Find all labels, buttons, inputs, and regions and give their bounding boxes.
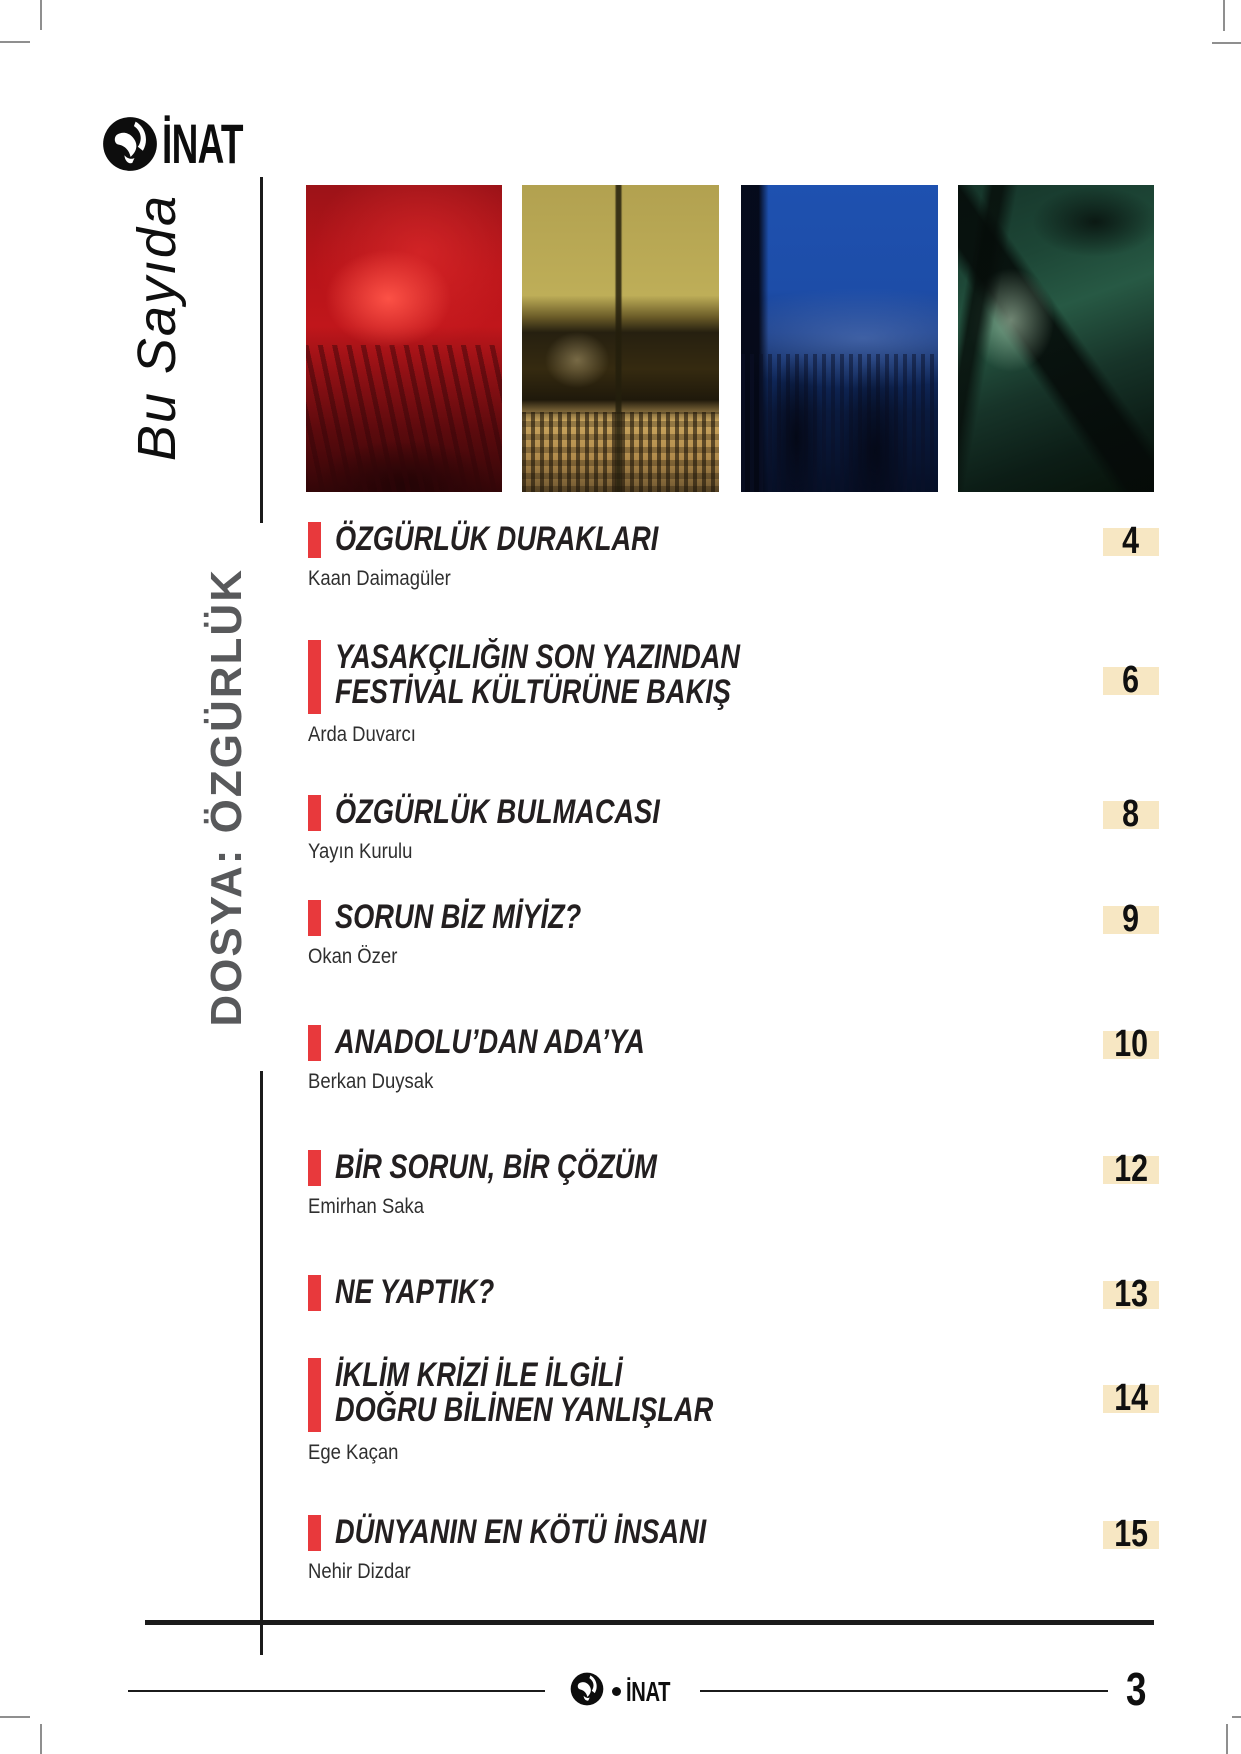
toc-title xyxy=(335,900,643,936)
toc-title-row xyxy=(308,1358,808,1432)
toc-title xyxy=(335,1515,799,1551)
toc-page-number: 15 xyxy=(1114,1513,1148,1555)
green-guitarist-photo xyxy=(958,185,1154,492)
toc-title xyxy=(335,1150,737,1186)
toc-title xyxy=(335,1358,808,1432)
goat-head-logo-icon xyxy=(570,1672,604,1711)
goat-head-logo-icon xyxy=(102,116,158,172)
vertical-divider xyxy=(260,1071,263,1655)
toc-item[interactable] xyxy=(308,898,1140,969)
toc-title-row xyxy=(308,1515,799,1551)
toc-title xyxy=(335,522,739,558)
toc-page-number: 10 xyxy=(1114,1023,1148,1065)
page-number-badge xyxy=(1103,1377,1159,1419)
toc-page-number: 14 xyxy=(1114,1377,1148,1419)
footer-right-rule xyxy=(700,1690,1108,1692)
toc-page-number: 9 xyxy=(1122,898,1140,940)
toc-title-line: ÖZGÜRLÜK DURAKLARI xyxy=(335,520,659,558)
toc-title-line: SORUN BİZ MİYİZ? xyxy=(335,898,582,936)
red-crowd-photo xyxy=(306,185,502,492)
toc-title xyxy=(335,640,841,714)
dossier-title-vertical: DOSYA: ÖZGÜRLÜK xyxy=(202,568,251,1027)
accent-bar xyxy=(308,1275,321,1311)
toc-title-line: DOĞRU BİLİNEN YANLIŞLAR xyxy=(335,1391,714,1429)
toc-item[interactable] xyxy=(308,1356,1148,1465)
toc-item[interactable] xyxy=(308,793,1140,864)
accent-bar xyxy=(308,900,321,936)
toc-item[interactable] xyxy=(308,1513,1148,1584)
crop-mark xyxy=(0,1716,30,1718)
footer-logo xyxy=(570,1672,687,1711)
toc-author: Arda Duvarcı xyxy=(308,723,416,746)
blue-concert-crowd-photo xyxy=(741,185,938,492)
crop-mark xyxy=(40,0,42,30)
accent-bar xyxy=(308,795,321,831)
toc-title-row xyxy=(308,640,841,714)
accent-bar xyxy=(308,1150,321,1186)
page-number-badge xyxy=(1103,1148,1159,1190)
toc-title-row xyxy=(308,1025,722,1061)
toc-title-line: DÜNYANIN EN KÖTÜ İNSANI xyxy=(335,1513,707,1551)
toc-title-line: BİR SORUN, BİR ÇÖZÜM xyxy=(335,1148,657,1186)
toc-author: Yayın Kurulu xyxy=(308,840,413,863)
crop-mark xyxy=(1226,1724,1228,1754)
bullet-icon xyxy=(612,1687,621,1696)
magazine-logo xyxy=(102,112,285,175)
accent-bar xyxy=(308,522,321,558)
yellow-festival-stage-photo xyxy=(522,185,719,492)
toc-item[interactable] xyxy=(308,520,1140,591)
toc-title xyxy=(335,1275,534,1311)
page-number-badge xyxy=(1103,1273,1159,1315)
toc-item[interactable] xyxy=(308,1023,1148,1094)
crop-mark xyxy=(1223,0,1225,31)
section-title-vertical: Bu Sayıda xyxy=(127,194,187,462)
toc-author: Berkan Duysak xyxy=(308,1070,434,1093)
toc-title-line: NE YAPTIK? xyxy=(335,1273,495,1311)
toc-author: Kaan Daimagüler xyxy=(308,567,451,590)
toc-page-number: 6 xyxy=(1122,659,1140,701)
toc-title-line: FESTİVAL KÜLTÜRÜNE BAKIŞ xyxy=(335,673,731,711)
toc-title-row xyxy=(308,795,741,831)
toc-item[interactable] xyxy=(308,1148,1148,1219)
toc-title-row xyxy=(308,900,643,936)
page-number-badge xyxy=(1103,659,1159,701)
brand-wordmark: İNAT xyxy=(162,112,243,175)
page-number-badge xyxy=(1103,898,1159,940)
toc-page-number: 4 xyxy=(1122,520,1140,562)
footer-left-rule xyxy=(128,1690,545,1692)
toc-title-line: ANADOLU’DAN ADA’YA xyxy=(335,1023,645,1061)
toc-page-number: 13 xyxy=(1114,1273,1148,1315)
toc-author: Okan Özer xyxy=(308,945,398,968)
accent-bar xyxy=(308,640,321,714)
toc-title-line: İKLİM KRİZİ İLE İLGİLİ xyxy=(335,1356,623,1394)
crop-mark xyxy=(1232,1716,1241,1718)
footer-thick-rule xyxy=(145,1620,1154,1625)
toc-item[interactable] xyxy=(308,638,1140,747)
toc-title-row xyxy=(308,522,739,558)
page-number-badge xyxy=(1103,1513,1159,1555)
toc-title xyxy=(335,1025,722,1061)
footer-brand-wordmark: İNAT xyxy=(626,1675,671,1707)
toc-title-row xyxy=(308,1150,737,1186)
toc-title xyxy=(335,795,741,831)
toc-item[interactable] xyxy=(308,1273,1148,1315)
accent-bar xyxy=(308,1025,321,1061)
vertical-divider xyxy=(260,177,263,523)
accent-bar xyxy=(308,1358,321,1432)
toc-page-number: 12 xyxy=(1114,1148,1148,1190)
toc-page-number: 8 xyxy=(1122,793,1140,835)
toc-author: Nehir Dizdar xyxy=(308,1560,411,1583)
toc-title-line: YASAKÇILIĞIN SON YAZINDAN xyxy=(335,638,740,676)
crop-mark xyxy=(1212,42,1241,44)
toc-author: Emirhan Saka xyxy=(308,1195,425,1218)
page-number: 3 xyxy=(1126,1663,1147,1715)
crop-mark xyxy=(40,1724,42,1754)
toc-title-row xyxy=(308,1275,534,1311)
toc-author: Ege Kaçan xyxy=(308,1441,399,1464)
crop-mark xyxy=(0,41,30,43)
page-number-badge xyxy=(1103,520,1159,562)
accent-bar xyxy=(308,1515,321,1551)
page-number-badge xyxy=(1103,1023,1159,1065)
toc-title-line: ÖZGÜRLÜK BULMACASI xyxy=(335,793,660,831)
page-number-badge xyxy=(1103,793,1159,835)
